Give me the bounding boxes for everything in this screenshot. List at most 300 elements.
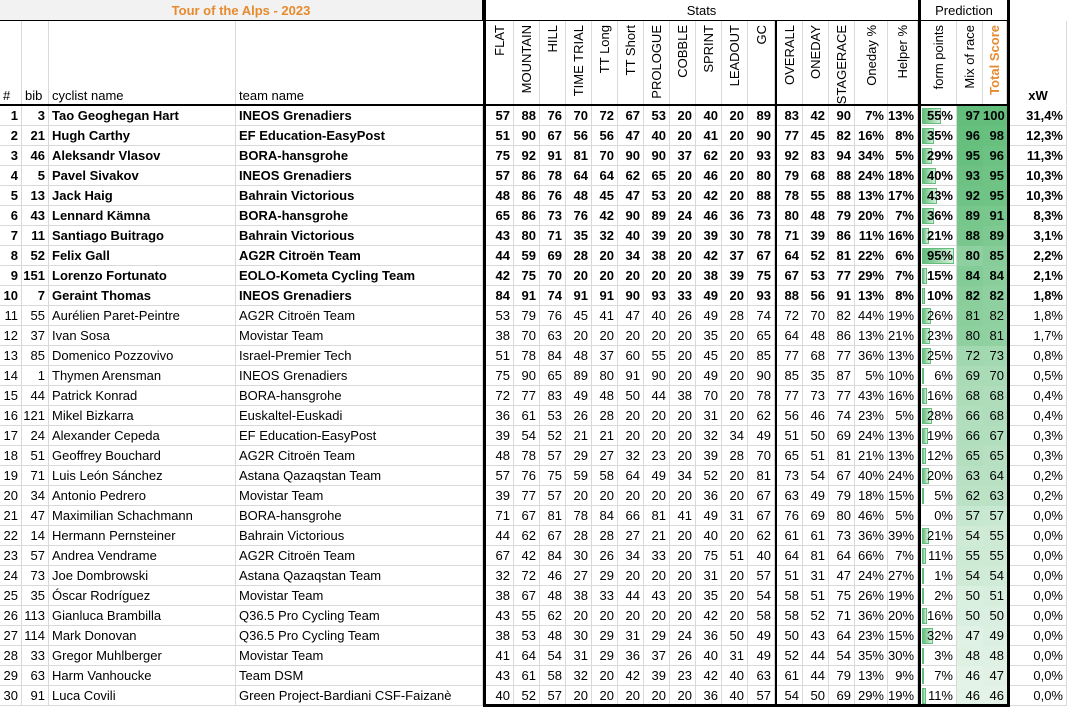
cell-overall-4: 7% [888, 266, 918, 286]
cell-stat-cobble: 20 [670, 266, 696, 286]
form-points-value: 11% [927, 688, 953, 703]
table-row[interactable] [0, 626, 1067, 646]
cell-stat-sprint: 36 [696, 626, 722, 646]
column-header-stat-3[interactable] [566, 21, 592, 105]
cell-stat-leadout: 36 [722, 206, 748, 226]
cell-name: Tao Geoghegan Hart [49, 106, 236, 126]
cell-name: Domenico Pozzovivo [49, 346, 236, 366]
table-row[interactable] [0, 486, 1067, 506]
cell-form-points [921, 146, 957, 166]
cell-stat-prologue: 23 [644, 446, 670, 466]
column-header-label: xW [1028, 88, 1048, 103]
table-row[interactable] [0, 306, 1067, 326]
cell-overall-2: 54 [829, 646, 855, 666]
cell-stat-hill: 75 [540, 466, 566, 486]
cell-stat-leadout: 20 [722, 526, 748, 546]
cell-stat-sprint: 42 [696, 606, 722, 626]
table-row[interactable] [0, 166, 1067, 186]
cell-stat-cobble: 20 [670, 546, 696, 566]
cell-stat-leadout: 20 [722, 186, 748, 206]
cell-rank: 16 [0, 406, 22, 426]
cell-stat-hill: 63 [540, 326, 566, 346]
table-row[interactable] [0, 186, 1067, 206]
form-points-value: 40% [926, 168, 953, 183]
cell-overall-4: 21% [888, 326, 918, 346]
cell-overall-4: 18% [888, 166, 918, 186]
cell-stat-sprint: 70 [696, 386, 722, 406]
column-header-label: form points [931, 25, 946, 90]
form-points-value: 29% [926, 148, 953, 163]
cell-overall-1: 61 [803, 526, 829, 546]
cell-stat-time-trial: 48 [566, 346, 592, 366]
cell-stat-gc: 75 [748, 266, 775, 286]
cell-stat-tt-short: 47 [618, 126, 644, 146]
column-header-stat-4[interactable] [592, 21, 618, 105]
table-row[interactable] [0, 386, 1067, 406]
cell-stat-cobble: 20 [670, 126, 696, 146]
cell-mix-of-race: 66 [957, 406, 983, 426]
column-header-stat-9[interactable] [722, 21, 748, 105]
column-header-label: STAGERACE [834, 25, 849, 105]
cell-stat-leadout: 20 [722, 326, 748, 346]
cell-overall-3: 13% [855, 186, 888, 206]
cell-stat-leadout: 40 [722, 666, 748, 686]
cell-name: Thymen Arensman [49, 366, 236, 386]
cell-stat-mountain: 55 [514, 606, 540, 626]
table-row[interactable] [0, 526, 1067, 546]
form-points-value: 5% [934, 488, 953, 503]
cell-stat-time-trial: 78 [566, 506, 592, 526]
table-row[interactable] [0, 566, 1067, 586]
cell-name: Gregor Muhlberger [49, 646, 236, 666]
cell-stat-time-trial: 27 [566, 566, 592, 586]
cell-stat-leadout: 34 [722, 426, 748, 446]
cell-stat-flat: 39 [486, 486, 514, 506]
cell-xw: 8,3% [1010, 206, 1067, 226]
column-header-stat-5[interactable] [618, 21, 644, 105]
column-header-overall-4[interactable] [888, 21, 918, 105]
table-row[interactable] [0, 426, 1067, 446]
form-points-value: 19% [926, 428, 953, 443]
cell-overall-2: 77 [829, 266, 855, 286]
cell-stat-prologue: 43 [644, 586, 670, 606]
form-points-value: 12% [926, 448, 953, 463]
column-header-label: TT Short [623, 25, 638, 76]
cell-stat-tt-short: 20 [618, 566, 644, 586]
cell-stat-leadout: 20 [722, 466, 748, 486]
cell-overall-1: 52 [803, 246, 829, 266]
cell-rank: 8 [0, 246, 22, 266]
cell-xw: 0,4% [1010, 386, 1067, 406]
column-header-label: Mix of race [962, 25, 977, 89]
cell-mix-of-race: 63 [957, 466, 983, 486]
cell-stat-sprint: 49 [696, 306, 722, 326]
cell-bib: 91 [22, 686, 49, 706]
cell-overall-0: 52 [777, 646, 803, 666]
cell-stat-mountain: 86 [514, 166, 540, 186]
cell-overall-3: 36% [855, 346, 888, 366]
table-row[interactable] [0, 266, 1067, 286]
column-header-label: OVERALL [782, 25, 797, 85]
table-row[interactable] [0, 506, 1067, 526]
column-header-stat-6[interactable] [644, 21, 670, 105]
cell-overall-0: 92 [777, 146, 803, 166]
cell-stat-leadout: 20 [722, 106, 748, 126]
cell-overall-3: 44% [855, 306, 888, 326]
cell-overall-3: 5% [855, 366, 888, 386]
cell-overall-3: 43% [855, 386, 888, 406]
table-row[interactable] [0, 546, 1067, 566]
cell-stat-tt-short: 50 [618, 386, 644, 406]
cell-name: Felix Gall [49, 246, 236, 266]
cell-stat-flat: 51 [486, 126, 514, 146]
cell-mix-of-race: 46 [957, 666, 983, 686]
cell-total-score: 98 [983, 126, 1007, 146]
cell-stat-leadout: 31 [722, 646, 748, 666]
divider-gc-overall [775, 21, 777, 707]
cell-stat-tt-long: 33 [592, 586, 618, 606]
column-header-overall-1[interactable] [803, 21, 829, 105]
cell-stat-hill: 76 [540, 186, 566, 206]
cell-stat-tt-short: 62 [618, 166, 644, 186]
cell-stat-tt-short: 27 [618, 526, 644, 546]
column-header-xw[interactable] [1010, 21, 1067, 105]
cell-overall-0: 56 [777, 406, 803, 426]
cell-overall-2: 87 [829, 366, 855, 386]
table-row[interactable] [0, 246, 1067, 266]
cell-overall-3: 20% [855, 206, 888, 226]
cell-xw: 0,5% [1010, 366, 1067, 386]
cell-stat-gc: 57 [748, 686, 775, 706]
cell-rank: 14 [0, 366, 22, 386]
cell-overall-1: 45 [803, 126, 829, 146]
cell-rank: 29 [0, 666, 22, 686]
column-header-label: team name [239, 88, 305, 103]
table-row[interactable] [0, 466, 1067, 486]
cell-rank: 17 [0, 426, 22, 446]
cell-overall-1: 52 [803, 606, 829, 626]
form-points-value: 15% [926, 268, 953, 283]
cell-stat-tt-short: 90 [618, 206, 644, 226]
cell-rank: 27 [0, 626, 22, 646]
cell-form-points [921, 126, 957, 146]
column-header-stat-1[interactable] [514, 21, 540, 105]
form-points-value: 55% [926, 108, 953, 123]
cell-stat-prologue: 53 [644, 106, 670, 126]
cell-name: Patrick Konrad [49, 386, 236, 406]
column-header-rank[interactable] [0, 21, 22, 105]
cell-overall-1: 69 [803, 506, 829, 526]
cell-overall-0: 80 [777, 206, 803, 226]
cell-overall-4: 6% [888, 246, 918, 266]
cell-stat-tt-short: 20 [618, 606, 644, 626]
cell-name: Aurélien Paret-Peintre [49, 306, 236, 326]
table-row[interactable] [0, 406, 1067, 426]
cell-team: Q36.5 Pro Cycling Team [236, 626, 483, 646]
cell-stat-tt-long: 42 [592, 206, 618, 226]
cell-total-score: 91 [983, 206, 1007, 226]
cell-mix-of-race: 48 [957, 646, 983, 666]
cell-xw: 11,3% [1010, 146, 1067, 166]
cell-stat-mountain: 67 [514, 586, 540, 606]
column-header-prediction-0[interactable] [921, 21, 957, 105]
cell-stat-hill: 57 [540, 686, 566, 706]
cell-stat-mountain: 91 [514, 286, 540, 306]
cell-overall-2: 79 [829, 666, 855, 686]
table-row[interactable] [0, 446, 1067, 466]
cell-bib: 52 [22, 246, 49, 266]
cell-overall-3: 21% [855, 446, 888, 466]
cell-stat-gc: 93 [748, 286, 775, 306]
cell-overall-4: 9% [888, 666, 918, 686]
cell-total-score: 48 [983, 646, 1007, 666]
cell-stat-mountain: 64 [514, 646, 540, 666]
cell-name: Hugh Carthy [49, 126, 236, 146]
cell-xw: 0,0% [1010, 526, 1067, 546]
cell-stat-tt-short: 47 [618, 186, 644, 206]
cell-total-score: 89 [983, 226, 1007, 246]
column-header-prediction-1[interactable] [957, 21, 983, 105]
cell-bib: 1 [22, 366, 49, 386]
table-row[interactable] [0, 606, 1067, 626]
column-header-stat-10[interactable] [748, 21, 775, 105]
table-row[interactable] [0, 286, 1067, 306]
cell-overall-4: 27% [888, 566, 918, 586]
cell-overall-0: 72 [777, 306, 803, 326]
cell-overall-1: 35 [803, 366, 829, 386]
cell-overall-0: 50 [777, 626, 803, 646]
form-points-value: 0% [934, 508, 953, 523]
cell-stat-cobble: 20 [670, 246, 696, 266]
column-header-overall-2[interactable] [829, 21, 855, 105]
column-header-prediction-2[interactable] [983, 21, 1007, 105]
cell-overall-0: 64 [777, 246, 803, 266]
cell-overall-4: 17% [888, 186, 918, 206]
column-header-label: Total Score [987, 25, 1002, 95]
divider-stats-left [483, 0, 486, 707]
cell-stat-cobble: 24 [670, 626, 696, 646]
cell-overall-2: 64 [829, 626, 855, 646]
cell-overall-0: 64 [777, 546, 803, 566]
cell-stat-tt-long: 32 [592, 226, 618, 246]
cell-overall-4: 19% [888, 686, 918, 706]
column-header-label: PROLOGUE [649, 25, 664, 99]
cell-xw: 10,3% [1010, 186, 1067, 206]
cell-bib: 113 [22, 606, 49, 626]
cell-stat-flat: 38 [486, 586, 514, 606]
cell-stat-time-trial: 30 [566, 626, 592, 646]
cell-bib: 71 [22, 466, 49, 486]
cell-stat-hill: 57 [540, 446, 566, 466]
cell-overall-1: 70 [803, 306, 829, 326]
cell-stat-cobble: 20 [670, 526, 696, 546]
cell-stat-sprint: 35 [696, 326, 722, 346]
column-header-name[interactable] [49, 21, 236, 105]
cell-overall-2: 88 [829, 166, 855, 186]
cell-overall-1: 54 [803, 466, 829, 486]
cell-form-points [921, 406, 957, 426]
cell-stat-sprint: 31 [696, 566, 722, 586]
cell-rank: 21 [0, 506, 22, 526]
cell-xw: 0,3% [1010, 426, 1067, 446]
cell-team: AG2R Citroën Team [236, 306, 483, 326]
cell-stat-flat: 39 [486, 426, 514, 446]
cell-stat-prologue: 20 [644, 686, 670, 706]
table-row[interactable] [0, 586, 1067, 606]
cell-stat-tt-short: 20 [618, 686, 644, 706]
cell-stat-hill: 73 [540, 206, 566, 226]
cell-total-score: 55 [983, 526, 1007, 546]
form-points-value: 43% [926, 188, 953, 203]
column-header-stat-8[interactable] [696, 21, 722, 105]
table-row[interactable] [0, 206, 1067, 226]
cell-overall-2: 69 [829, 686, 855, 706]
cell-stat-time-trial: 20 [566, 266, 592, 286]
cell-stat-gc: 58 [748, 606, 775, 626]
cell-stat-leadout: 20 [722, 486, 748, 506]
cell-stat-flat: 67 [486, 546, 514, 566]
cell-form-points [921, 426, 957, 446]
form-points-value: 36% [926, 208, 953, 223]
cell-team: BORA-hansgrohe [236, 146, 483, 166]
column-header-label: TIME TRIAL [571, 25, 586, 97]
table-row[interactable] [0, 126, 1067, 146]
cell-bib: 35 [22, 586, 49, 606]
form-points-value: 3% [934, 648, 953, 663]
cell-overall-3: 24% [855, 166, 888, 186]
cell-stat-tt-short: 90 [618, 146, 644, 166]
cell-overall-3: 23% [855, 406, 888, 426]
cell-team: INEOS Grenadiers [236, 166, 483, 186]
table-row[interactable] [0, 346, 1067, 366]
cell-stat-cobble: 20 [670, 366, 696, 386]
cell-overall-0: 51 [777, 566, 803, 586]
cell-stat-cobble: 20 [670, 106, 696, 126]
cell-stat-mountain: 62 [514, 526, 540, 546]
cell-stat-leadout: 20 [722, 126, 748, 146]
cell-form-points [921, 226, 957, 246]
cell-rank: 9 [0, 266, 22, 286]
table-row[interactable] [0, 646, 1067, 666]
cell-stat-cobble: 20 [670, 586, 696, 606]
cell-rank: 23 [0, 546, 22, 566]
cell-name: Mark Donovan [49, 626, 236, 646]
cell-overall-0: 77 [777, 346, 803, 366]
cell-total-score: 51 [983, 586, 1007, 606]
table-row[interactable] [0, 326, 1067, 346]
cell-stat-mountain: 88 [514, 106, 540, 126]
column-header-stat-0[interactable] [486, 21, 514, 105]
cell-stat-hill: 54 [540, 646, 566, 666]
cell-name: Luis León Sánchez [49, 466, 236, 486]
cell-team: BORA-hansgrohe [236, 206, 483, 226]
table-row[interactable] [0, 666, 1067, 686]
cell-total-score: 70 [983, 366, 1007, 386]
cell-total-score: 64 [983, 466, 1007, 486]
cell-name: Santiago Buitrago [49, 226, 236, 246]
table-row[interactable] [0, 226, 1067, 246]
cell-stat-leadout: 31 [722, 506, 748, 526]
cell-stat-prologue: 29 [644, 626, 670, 646]
column-header-bib[interactable] [22, 21, 49, 105]
cell-stat-flat: 75 [486, 146, 514, 166]
cell-mix-of-race: 80 [957, 326, 983, 346]
cell-stat-tt-long: 64 [592, 166, 618, 186]
form-points-bar [922, 648, 924, 664]
cell-stat-sprint: 40 [696, 646, 722, 666]
table-row[interactable] [0, 366, 1067, 386]
cell-mix-of-race: 97 [957, 106, 983, 126]
cell-total-score: 54 [983, 566, 1007, 586]
column-header-label: Helper % [895, 25, 910, 79]
cell-stat-leadout: 20 [722, 346, 748, 366]
column-header-overall-0[interactable] [777, 21, 803, 105]
cell-stat-gc: 78 [748, 386, 775, 406]
cell-stat-hill: 76 [540, 106, 566, 126]
cell-stat-hill: 65 [540, 366, 566, 386]
cell-stat-tt-long: 80 [592, 366, 618, 386]
cell-stat-mountain: 54 [514, 426, 540, 446]
cell-total-score: 81 [983, 326, 1007, 346]
cell-form-points [921, 106, 957, 126]
cell-xw: 0,8% [1010, 346, 1067, 366]
table-row[interactable] [0, 686, 1067, 706]
cell-total-score: 95 [983, 186, 1007, 206]
cell-rank: 10 [0, 286, 22, 306]
cell-stat-time-trial: 49 [566, 386, 592, 406]
cell-total-score: 46 [983, 686, 1007, 706]
cell-stat-cobble: 20 [670, 446, 696, 466]
cell-stat-time-trial: 32 [566, 666, 592, 686]
cell-stat-tt-long: 27 [592, 446, 618, 466]
column-header-stat-2[interactable] [540, 21, 566, 105]
cell-stat-gc: 81 [748, 466, 775, 486]
cell-rank: 12 [0, 326, 22, 346]
column-header-overall-3[interactable] [855, 21, 888, 105]
cell-stat-time-trial: 30 [566, 546, 592, 566]
cell-stat-tt-short: 20 [618, 326, 644, 346]
cell-overall-0: 85 [777, 366, 803, 386]
cell-stat-gc: 89 [748, 106, 775, 126]
cell-stat-time-trial: 59 [566, 466, 592, 486]
cell-stat-time-trial: 56 [566, 126, 592, 146]
cell-form-points [921, 326, 957, 346]
cell-stat-time-trial: 45 [566, 306, 592, 326]
cell-stat-flat: 32 [486, 566, 514, 586]
column-header-stat-7[interactable] [670, 21, 696, 105]
cell-stat-leadout: 20 [722, 166, 748, 186]
cell-stat-hill: 57 [540, 486, 566, 506]
form-points-bar [922, 668, 924, 684]
cell-xw: 0,0% [1010, 646, 1067, 666]
cell-mix-of-race: 54 [957, 566, 983, 586]
cell-overall-4: 13% [888, 346, 918, 366]
column-header-team[interactable] [236, 21, 483, 105]
cell-stat-tt-short: 20 [618, 426, 644, 446]
cell-total-score: 55 [983, 546, 1007, 566]
cell-stat-leadout: 51 [722, 546, 748, 566]
cell-overall-0: 67 [777, 266, 803, 286]
cell-overall-3: 26% [855, 586, 888, 606]
cell-stat-tt-short: 42 [618, 666, 644, 686]
table-row[interactable] [0, 146, 1067, 166]
cell-overall-0: 83 [777, 106, 803, 126]
column-header-label: FLAT [492, 25, 507, 56]
table-row[interactable] [0, 106, 1067, 126]
cell-xw: 0,0% [1010, 586, 1067, 606]
cell-stat-tt-long: 20 [592, 606, 618, 626]
cell-stat-flat: 75 [486, 366, 514, 386]
